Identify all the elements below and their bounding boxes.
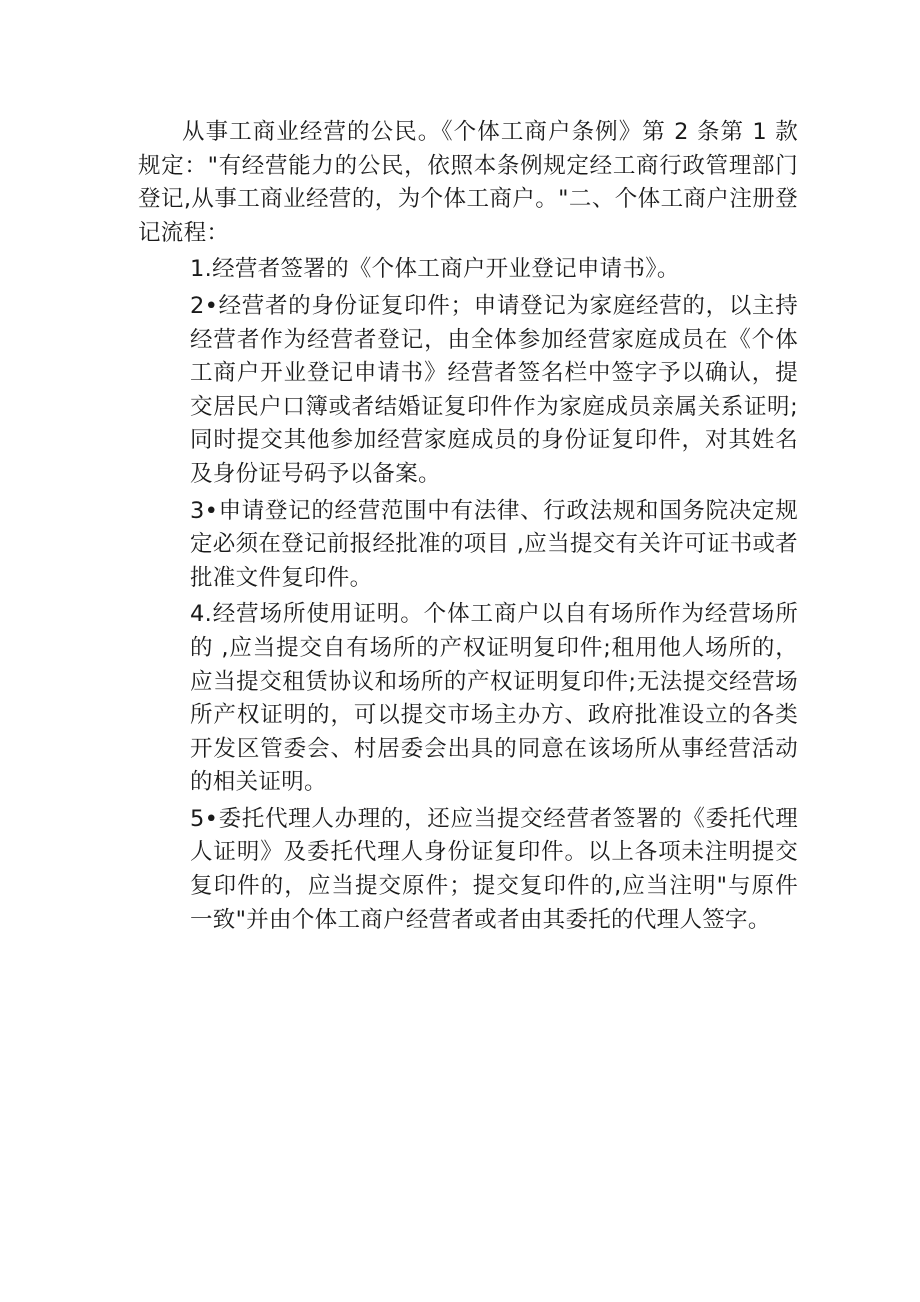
document-body [138,116,798,937]
list-item-1: 1.经营者签署的《个体工商户开业登记申请书》。 [190,256,680,283]
paragraph-intro: 从事工商业经营的公民。《个体工商户条例》第 2 条第 1 款规定："有经营能力的公民，依照本条例规定经工商行政管理部门登记,从事工商业经营的，为个体工商户。"二、个体工商户注册登记流程： [138,119,798,246]
list-item-5: 5•委托代理人办理的，还应当提交经营者签署的《委托代理人证明》及委托代理人身份证复印件。以上各项未注明提交复印件的，应当提交原件；提交复印件的,应当注明"与原件一致"并由个体工商户经营者或者由其委托的代理人签字。 [190,805,798,933]
list-item-3: 3•申请登记的经营范围中有法律、行政法规和国务院决定规定必须在登记前报经批准的项目 ,应当提交有关许可证书或者批准文件复印件。 [190,497,798,591]
list-item-2: 2•经营者的身份证复印件；申请登记为家庭经营的，以主持经营者作为经营者登记，由全体参加经营家庭成员在《个体工商户开业登记申请书》经营者签名栏中签字予以确认，提交居民户口簿或者结婚证复印件作为家庭成员亲属关系证明;同时提交其他参加经营家庭成员的身份证复印件，对其姓名及身份证号码予以备案。 [190,292,798,487]
list-item-4: 4.经营场所使用证明。个体工商户以自有场所作为经营场所的 ,应当提交自有场所的产权证明复印件;租用他人场所的，应当提交租赁协议和场所的产权证明复印件;无法提交经营场所产权证明的，可以提交市场主办方、政府批准设立的各类开发区管委会、村居委会出具的同意在该场所从事经营活动的相关证明。 [190,601,798,796]
